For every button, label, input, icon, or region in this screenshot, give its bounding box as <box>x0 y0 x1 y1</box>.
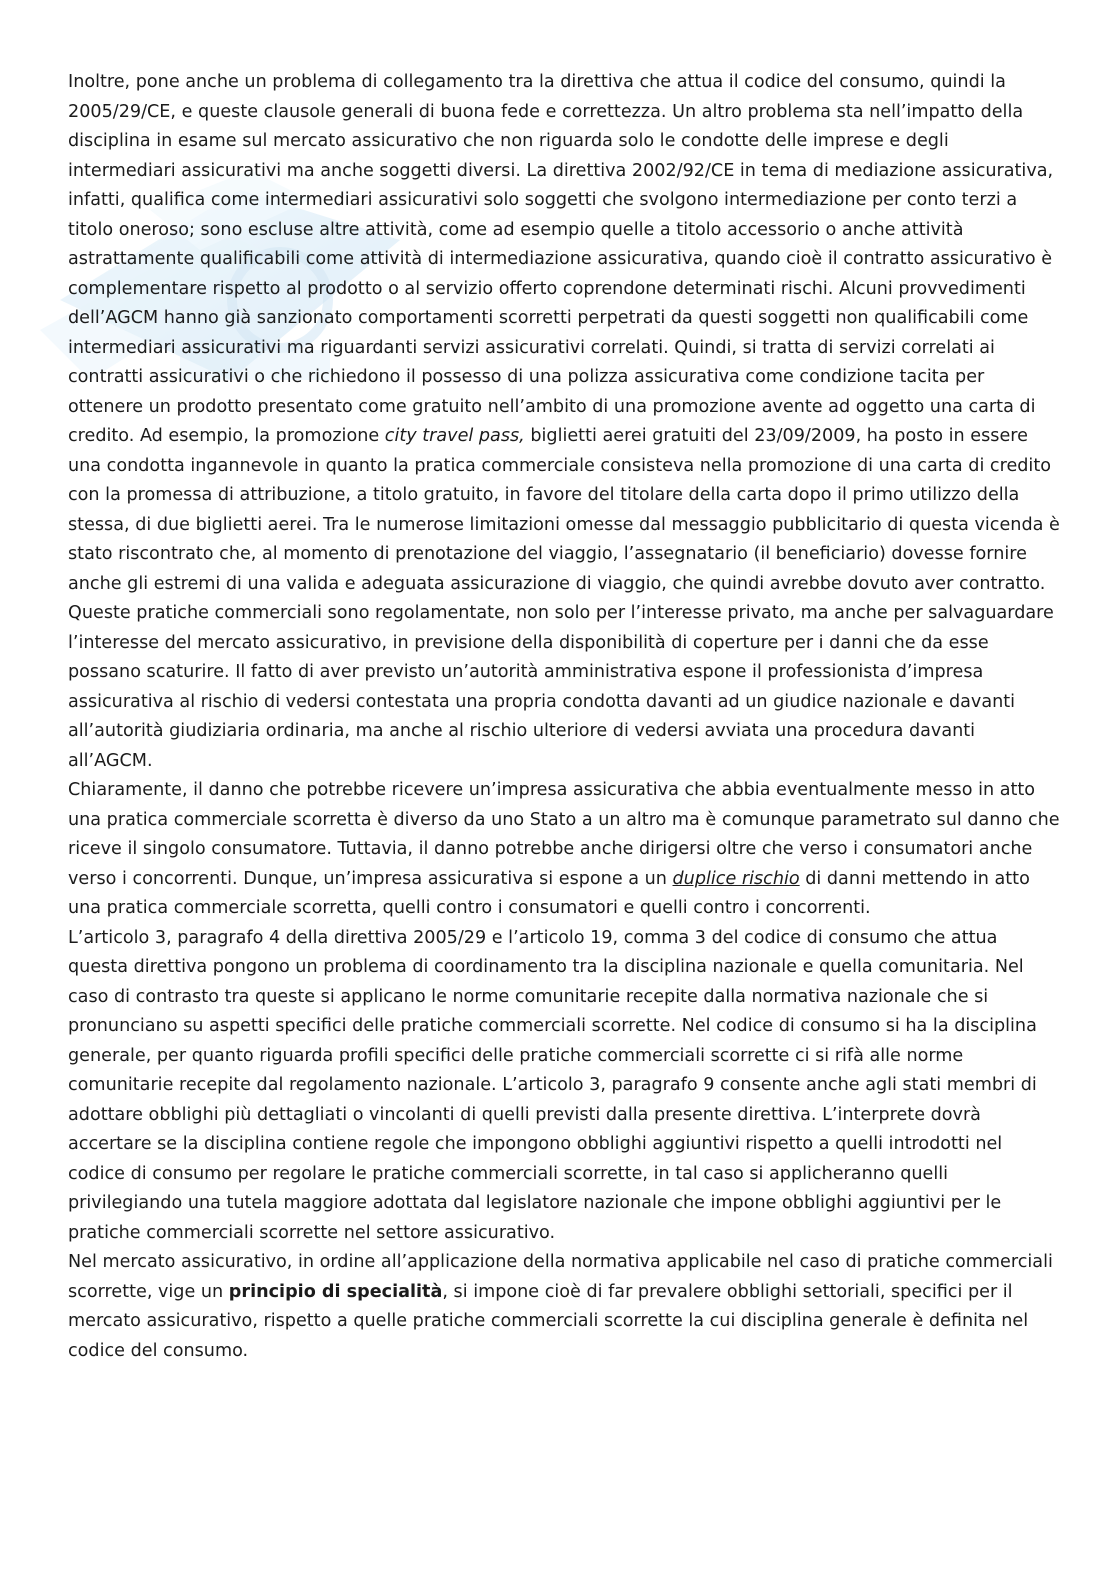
paragraph <box>68 599 1060 776</box>
paragraph <box>68 1248 1060 1366</box>
document-body <box>68 68 1060 1366</box>
emphasized-text: principio di specialità <box>228 1281 443 1302</box>
text-run: L’articolo 3, paragrafo 4 della direttiva 2005/29 e l’articolo 19, comma 3 del codice di consumo che attua questa direttiva pongono un problema di coordinamento tra la disciplina nazionale e quella comunitaria. Nel caso di contrasto tra queste si applicano le norme comunitarie recepite dalla normativa nazionale che si pronunciano su aspetti specifici delle pratiche commerciali scorrette. Nel codice di consumo si ha la disciplina generale, per quanto riguarda profili specifici delle pratiche commerciali scorrette ci si rifà alle norme comunitarie recepite dal regolamento nazionale. L’articolo 3, paragrafo 9 consente anche agli stati membri di adottare obblighi più dettagliati o vincolanti di quelli previsti dalla presente direttiva. L’interprete dovrà accertare se la disciplina contiene regole che impongono obblighi aggiuntivi rispetto a quelli introdotti nel codice di consumo per regolare le pratiche commerciali scorrette, in tal caso si applicheranno quelli privilegiando una tutela maggiore adottata dal legislatore nazionale che impone obblighi aggiuntivi per le pratiche commerciali scorrette nel settore assicurativo. <box>68 927 1037 1243</box>
text-run: di danni mettendo in atto una pratica commerciale scorretta, quelli contro i consumatori e quelli contro i concorrenti. <box>68 868 1030 918</box>
paragraph <box>68 924 1060 1249</box>
paragraph <box>68 68 1060 599</box>
text-run: Queste pratiche commerciali sono regolamentate, non solo per l’interesse privato, ma anche per salvaguardare l’interesse del mercato assicurativo, in previsione della disponibilità di coperture per i danni che da esse possano scaturire. Il fatto di aver previsto un’autorità amministrativa espone il professionista d’impresa assicurativa al rischio di vedersi contestata una propria condotta davanti ad un giudice nazionale e davanti all’autorità giudiziaria ordinaria, ma anche al rischio ulteriore di vedersi avviata una procedura davanti all’AGCM. <box>68 603 1054 771</box>
emphasized-text: duplice rischio <box>672 868 800 889</box>
paragraph <box>68 776 1060 924</box>
text-run: collegamento tra la direttiva che attua il codice del consumo, quindi la 2005/29/CE, e queste clausole generali di buona fede e correttezza. Un altro problema sta nell’impatto della disciplina in esame sul mercato assicurativo che non riguarda solo le condotte delle imprese e degli intermediari assicurativi ma anche soggetti diversi. La direttiva 2002/92/CE in tema di mediazione assicurativa, infatti, qualifica come intermediari assicurativi solo soggetti che svolgono intermediazione per conto terzi a titolo oneroso; sono escluse altre attività, come ad esempio quelle a titolo accessorio o anche attività astrattamente qualificabili come attività di intermediazione assicurativa, quando cioè il contratto assicurativo è complementare rispetto al prodotto o al servizio offerto coprendone determinati rischi. Alcuni provvedimenti dell’AGCM hanno già sanzionato comportamenti scorretti perpetrati da questi soggetti non qualificabili come intermediari assicurativi ma riguardanti servizi assicurativi correlati. Quindi, si tratta di servizi correlati ai contratti assicurativi o che richiedono il possesso di una polizza assicurativa come condizione tacita per ottenere un prodotto presentato come gratuito nell’ambito di una promozione avente ad oggetto una carta di credito. Ad esempio, la promozione <box>68 72 1054 446</box>
text-run: Inoltre, pone anche un problema di <box>68 72 384 92</box>
text-run: Nel mercato assicurativo, in ordine all’applicazione della normativa applicabile nel caso di pratiche commerciali scorrette, vige un <box>68 1252 1053 1302</box>
emphasized-text: city travel pass, <box>384 426 525 446</box>
text-run: Chiaramente, il danno che potrebbe ricevere un’impresa assicurativa che abbia eventualmente messo in atto una pratica commerciale scorretta è diverso da uno Stato a un altro ma è comunque parametrato sul danno che riceve il singolo consumatore. Tuttavia, il danno potrebbe anche dirigersi oltre che verso i consumatori anche verso i concorrenti. Dunque, un’impresa assicurativa si espone a un <box>68 780 1060 889</box>
text-run: , si impone cioè di far prevalere obblighi settoriali, specifici per il mercato assicurativo, rispetto a quelle pratiche commerciali scorrette la cui disciplina generale è definita nel codice del consumo. <box>68 1281 1029 1361</box>
text-run: biglietti aerei gratuiti del 23/09/2009, ha posto in essere una condotta ingannevole in quanto la pratica commerciale consisteva nella promozione di una carta di credito con la promessa di attribuzione, a titolo gratuito, in favore del titolare della carta dopo il primo utilizzo della stessa, di due biglietti aerei. Tra le numerose limitazioni omesse dal messaggio pubblicitario di questa vicenda è stato riscontrato che, al momento di prenotazione del viaggio, l’assegnatario (il beneficiario) dovesse fornire anche gli estremi di una valida e adeguata assicurazione di viaggio, che quindi avrebbe dovuto aver contratto. <box>68 426 1060 594</box>
